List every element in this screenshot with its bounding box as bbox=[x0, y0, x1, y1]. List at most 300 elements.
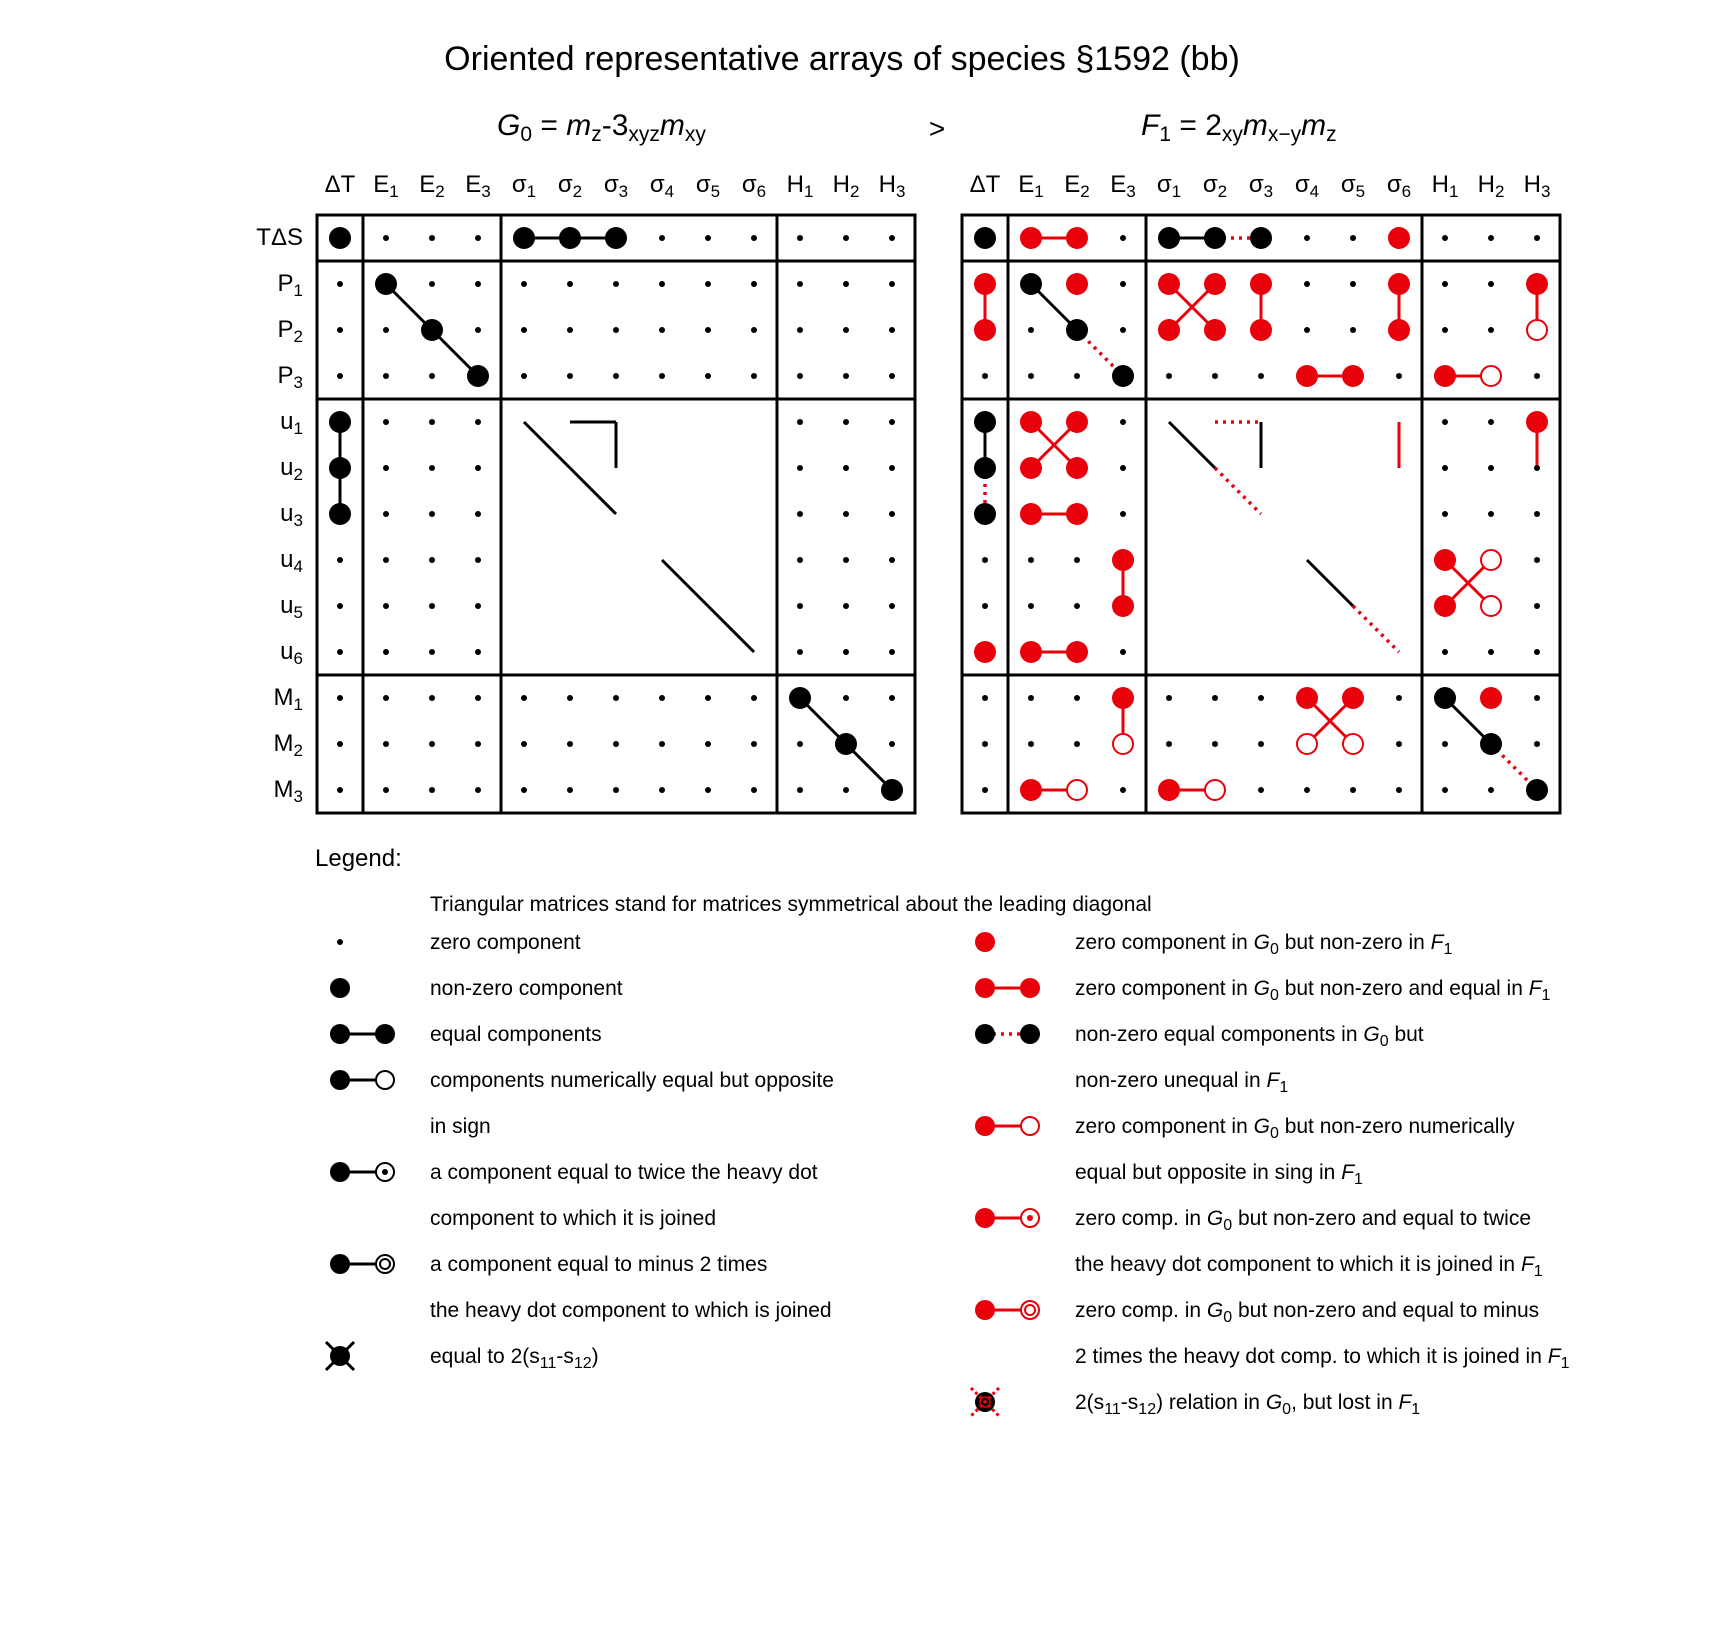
g0-heavy-dot-0-5 bbox=[559, 227, 581, 249]
f1-zero-dot-7-12 bbox=[1534, 557, 1540, 563]
g0-zero-dot-3-8 bbox=[705, 373, 711, 379]
f1-heavy-dot-0-1 bbox=[1020, 227, 1042, 249]
f1-zero-dot-5-11 bbox=[1488, 465, 1494, 471]
g0-zero-dot-5-2 bbox=[429, 465, 435, 471]
f1-zero-dot-10-5 bbox=[1212, 695, 1218, 701]
f1-heavy-dot-3-7 bbox=[1296, 365, 1318, 387]
f1-heavy-dot-10-11 bbox=[1480, 687, 1502, 709]
g0-col-label-12: H3 bbox=[878, 171, 906, 202]
f1-zero-dot-11-0 bbox=[982, 741, 988, 747]
f1-zero-dot-6-11 bbox=[1488, 511, 1494, 517]
f1-heavy-dot-1-4 bbox=[1158, 273, 1180, 295]
g0-zero-dot-2-10 bbox=[797, 327, 803, 333]
row-label-12: M3 bbox=[273, 776, 303, 807]
f1-zero-dot-2-7 bbox=[1304, 327, 1310, 333]
f1-open-dot-3-11 bbox=[1481, 366, 1501, 386]
f1-heavy-dot-11-11 bbox=[1480, 733, 1502, 755]
g0-heavy-dot-11-11 bbox=[835, 733, 857, 755]
f1-zero-dot-6-12 bbox=[1534, 511, 1540, 517]
g0-heavy-dot-1-1 bbox=[375, 273, 397, 295]
g0-col-label-0: ΔT bbox=[324, 171, 356, 198]
g0-zero-dot-1-4 bbox=[521, 281, 527, 287]
g0-col-label-4: σ1 bbox=[511, 171, 537, 202]
g0-zero-dot-3-5 bbox=[567, 373, 573, 379]
g0-zero-dot-5-11 bbox=[843, 465, 849, 471]
g0-zero-dot-1-2 bbox=[429, 281, 435, 287]
left-legend-text-4-1: component to which it is joined bbox=[430, 1207, 716, 1230]
g0-zero-dot-3-2 bbox=[429, 373, 435, 379]
g0-zero-dot-12-2 bbox=[429, 787, 435, 793]
f1-zero-dot-12-7 bbox=[1304, 787, 1310, 793]
row-label-7: u4 bbox=[280, 546, 303, 577]
g0-zero-dot-11-10 bbox=[797, 741, 803, 747]
g0-zero-dot-10-1 bbox=[383, 695, 389, 701]
f1-zero-dot-2-8 bbox=[1350, 327, 1356, 333]
f1-zero-dot-11-5 bbox=[1212, 741, 1218, 747]
right-legend-text-6-0: 2(s11-s12) relation in G0, but lost in F1 bbox=[1075, 1391, 1421, 1418]
f1-zero-dot-9-3 bbox=[1120, 649, 1126, 655]
f1-zero-dot-0-10 bbox=[1442, 235, 1448, 241]
right-legend-text-3-0: zero component in G0 but non-zero numerically bbox=[1075, 1115, 1515, 1142]
g0-zero-dot-11-0 bbox=[337, 741, 343, 747]
f1-dotted-link-26 bbox=[1353, 606, 1399, 652]
g0-zero-dot-10-8 bbox=[705, 695, 711, 701]
g0-zero-dot-2-11 bbox=[843, 327, 849, 333]
f1-zero-dot-3-12 bbox=[1534, 373, 1540, 379]
row-label-3: P3 bbox=[277, 362, 303, 393]
g0-zero-dot-1-6 bbox=[613, 281, 619, 287]
g0-zero-dot-0-10 bbox=[797, 235, 803, 241]
f1-zero-dot-3-0 bbox=[982, 373, 988, 379]
left-legend-symbol-equal-pair bbox=[330, 1024, 395, 1044]
g0-zero-dot-1-7 bbox=[659, 281, 665, 287]
g0-zero-dot-9-3 bbox=[475, 649, 481, 655]
g0-heavy-dot-10-10 bbox=[789, 687, 811, 709]
f1-zero-dot-3-9 bbox=[1396, 373, 1402, 379]
g0-zero-dot-1-12 bbox=[889, 281, 895, 287]
comparison-sign: > bbox=[928, 113, 946, 144]
g0-zero-dot-12-0 bbox=[337, 787, 343, 793]
f1-heavy-dot-2-5 bbox=[1204, 319, 1226, 341]
g0-zero-dot-10-3 bbox=[475, 695, 481, 701]
g0-zero-dot-10-9 bbox=[751, 695, 757, 701]
f1-heavy-dot-0-2 bbox=[1066, 227, 1088, 249]
f1-col-label-6: σ3 bbox=[1248, 171, 1274, 202]
g0-zero-dot-2-4 bbox=[521, 327, 527, 333]
f1-zero-dot-2-11 bbox=[1488, 327, 1494, 333]
left-legend-text-2-0: equal components bbox=[430, 1023, 602, 1046]
f1-zero-dot-10-4 bbox=[1166, 695, 1172, 701]
g0-zero-dot-6-2 bbox=[429, 511, 435, 517]
g0-zero-dot-12-5 bbox=[567, 787, 573, 793]
f1-heavy-dot-1-0 bbox=[974, 273, 996, 295]
g0-zero-dot-8-1 bbox=[383, 603, 389, 609]
g0-zero-dot-4-12 bbox=[889, 419, 895, 425]
f1-zero-dot-10-9 bbox=[1396, 695, 1402, 701]
f1-zero-dot-9-11 bbox=[1488, 649, 1494, 655]
g0-zero-dot-10-4 bbox=[521, 695, 527, 701]
g0-heavy-dot-0-4 bbox=[513, 227, 535, 249]
g0-zero-dot-3-0 bbox=[337, 373, 343, 379]
row-label-0: TΔS bbox=[256, 224, 303, 251]
g0-zero-dot-9-2 bbox=[429, 649, 435, 655]
f1-heavy-dot-6-0 bbox=[974, 503, 996, 525]
g0-col-label-11: H2 bbox=[832, 171, 860, 202]
f1-zero-dot-11-9 bbox=[1396, 741, 1402, 747]
f1-col-label-0: ΔT bbox=[969, 171, 1001, 198]
f1-zero-dot-2-1 bbox=[1028, 327, 1034, 333]
g0-zero-dot-9-12 bbox=[889, 649, 895, 655]
g0-zero-dot-11-3 bbox=[475, 741, 481, 747]
g0-link-11 bbox=[708, 606, 754, 652]
f1-zero-dot-1-10 bbox=[1442, 281, 1448, 287]
f1-link-20 bbox=[1169, 422, 1215, 468]
g0-col-label-1: E1 bbox=[373, 171, 399, 202]
g0-zero-dot-11-4 bbox=[521, 741, 527, 747]
g0-heavy-dot-2-2 bbox=[421, 319, 443, 341]
g0-zero-dot-7-3 bbox=[475, 557, 481, 563]
f1-col-label-4: σ1 bbox=[1156, 171, 1182, 202]
f1-zero-dot-3-5 bbox=[1212, 373, 1218, 379]
g0-link-7 bbox=[570, 468, 616, 514]
g0-zero-dot-3-11 bbox=[843, 373, 849, 379]
row-label-5: u2 bbox=[280, 454, 303, 485]
f1-open-dot-11-3 bbox=[1113, 734, 1133, 754]
row-label-8: u5 bbox=[280, 592, 303, 623]
g0-zero-dot-1-5 bbox=[567, 281, 573, 287]
g0-zero-dot-1-8 bbox=[705, 281, 711, 287]
g0-zero-dot-8-10 bbox=[797, 603, 803, 609]
g0-zero-dot-3-12 bbox=[889, 373, 895, 379]
f1-zero-dot-12-0 bbox=[982, 787, 988, 793]
g0-zero-dot-7-11 bbox=[843, 557, 849, 563]
left-legend-text-1-0: non-zero component bbox=[430, 977, 623, 1000]
f1-zero-dot-5-10 bbox=[1442, 465, 1448, 471]
f1-zero-dot-12-6 bbox=[1258, 787, 1264, 793]
f1-zero-dot-11-10 bbox=[1442, 741, 1448, 747]
f1-heavy-dot-8-3 bbox=[1112, 595, 1134, 617]
f1-heavy-dot-9-0 bbox=[974, 641, 996, 663]
g0-zero-dot-2-5 bbox=[567, 327, 573, 333]
f1-heavy-dot-0-5 bbox=[1204, 227, 1226, 249]
g0-zero-dot-6-10 bbox=[797, 511, 803, 517]
f1-heavy-dot-7-10 bbox=[1434, 549, 1456, 571]
f1-col-label-8: σ5 bbox=[1340, 171, 1366, 202]
f1-zero-dot-1-3 bbox=[1120, 281, 1126, 287]
right-legend-symbol-dotted-pair bbox=[975, 1024, 1040, 1044]
g0-zero-dot-3-10 bbox=[797, 373, 803, 379]
g0-col-label-3: E3 bbox=[465, 171, 491, 202]
f1-heavy-dot-3-8 bbox=[1342, 365, 1364, 387]
g0-zero-dot-12-6 bbox=[613, 787, 619, 793]
f1-heavy-dot-10-7 bbox=[1296, 687, 1318, 709]
f1-heavy-dot-4-2 bbox=[1066, 411, 1088, 433]
f1-open-dot-8-11 bbox=[1481, 596, 1501, 616]
f1-heavy-dot-12-4 bbox=[1158, 779, 1180, 801]
f1-zero-dot-7-1 bbox=[1028, 557, 1034, 563]
right-legend-symbol-red-opposite-pair bbox=[975, 1116, 1039, 1136]
g0-zero-dot-10-7 bbox=[659, 695, 665, 701]
f1-col-label-9: σ6 bbox=[1386, 171, 1412, 202]
g0-zero-dot-4-11 bbox=[843, 419, 849, 425]
f1-open-dot-12-2 bbox=[1067, 780, 1087, 800]
g0-zero-dot-11-9 bbox=[751, 741, 757, 747]
g0-zero-dot-5-3 bbox=[475, 465, 481, 471]
f1-formula: F1 = 2xymx−ymz bbox=[1141, 109, 1337, 147]
f1-col-label-7: σ4 bbox=[1294, 171, 1320, 202]
f1-zero-dot-5-12 bbox=[1534, 465, 1540, 471]
g0-zero-dot-7-12 bbox=[889, 557, 895, 563]
right-legend-symbol-red-dot bbox=[975, 932, 995, 952]
left-legend-text-6-0: equal to 2(s11-s12) bbox=[430, 1345, 599, 1372]
right-legend-symbol-red-twice-pair bbox=[975, 1208, 1039, 1228]
f1-zero-dot-3-1 bbox=[1028, 373, 1034, 379]
f1-open-dot-12-5 bbox=[1205, 780, 1225, 800]
g0-zero-dot-12-10 bbox=[797, 787, 803, 793]
g0-matrix bbox=[256, 171, 915, 813]
f1-heavy-dot-7-3 bbox=[1112, 549, 1134, 571]
g0-zero-dot-1-3 bbox=[475, 281, 481, 287]
g0-col-label-7: σ4 bbox=[649, 171, 675, 202]
g0-zero-dot-7-2 bbox=[429, 557, 435, 563]
f1-col-label-5: σ2 bbox=[1202, 171, 1228, 202]
row-label-10: M1 bbox=[273, 684, 303, 715]
left-legend-symbol-small-dot bbox=[337, 939, 343, 945]
right-legend-text-4-0: zero comp. in G0 but non-zero and equal to twice bbox=[1075, 1207, 1532, 1234]
f1-zero-dot-0-7 bbox=[1304, 235, 1310, 241]
left-legend-symbol-minus-two-pair bbox=[330, 1254, 394, 1274]
right-legend-text-4-1: the heavy dot component to which it is joined in F1 bbox=[1075, 1253, 1543, 1280]
f1-zero-dot-11-4 bbox=[1166, 741, 1172, 747]
g0-zero-dot-12-9 bbox=[751, 787, 757, 793]
f1-col-label-2: E2 bbox=[1064, 171, 1090, 202]
g0-zero-dot-3-4 bbox=[521, 373, 527, 379]
g0-zero-dot-8-2 bbox=[429, 603, 435, 609]
f1-zero-dot-8-2 bbox=[1074, 603, 1080, 609]
legend-heading: Legend: bbox=[315, 845, 402, 872]
f1-zero-dot-7-0 bbox=[982, 557, 988, 563]
g0-heavy-dot-6-0 bbox=[329, 503, 351, 525]
left-legend-symbol-crossed-dot bbox=[326, 1342, 354, 1370]
g0-col-label-8: σ5 bbox=[695, 171, 721, 202]
legend bbox=[315, 845, 1570, 1418]
f1-zero-dot-3-6 bbox=[1258, 373, 1264, 379]
g0-link-10 bbox=[662, 560, 708, 606]
g0-zero-dot-12-1 bbox=[383, 787, 389, 793]
f1-zero-dot-8-1 bbox=[1028, 603, 1034, 609]
right-legend-symbol-red-minus-two-pair bbox=[975, 1300, 1039, 1320]
g0-zero-dot-2-12 bbox=[889, 327, 895, 333]
f1-heavy-dot-1-12 bbox=[1526, 273, 1548, 295]
f1-zero-dot-11-2 bbox=[1074, 741, 1080, 747]
g0-zero-dot-9-1 bbox=[383, 649, 389, 655]
g0-zero-dot-10-2 bbox=[429, 695, 435, 701]
f1-zero-dot-4-11 bbox=[1488, 419, 1494, 425]
right-legend-text-1-0: zero component in G0 but non-zero and equal in F1 bbox=[1075, 977, 1551, 1004]
row-label-4: u1 bbox=[280, 408, 303, 439]
left-legend-text-5-1: the heavy dot component to which is joined bbox=[430, 1299, 832, 1322]
left-legend-text-4-0: a component equal to twice the heavy dot bbox=[430, 1161, 818, 1184]
g0-zero-dot-8-12 bbox=[889, 603, 895, 609]
f1-zero-dot-9-12 bbox=[1534, 649, 1540, 655]
g0-zero-dot-12-4 bbox=[521, 787, 527, 793]
f1-zero-dot-10-6 bbox=[1258, 695, 1264, 701]
f1-zero-dot-9-10 bbox=[1442, 649, 1448, 655]
g0-zero-dot-2-9 bbox=[751, 327, 757, 333]
row-label-1: P1 bbox=[277, 270, 303, 301]
f1-dotted-link-21 bbox=[1215, 468, 1261, 514]
g0-zero-dot-11-2 bbox=[429, 741, 435, 747]
f1-heavy-dot-4-12 bbox=[1526, 411, 1548, 433]
g0-zero-dot-3-1 bbox=[383, 373, 389, 379]
g0-zero-dot-6-12 bbox=[889, 511, 895, 517]
f1-zero-dot-12-10 bbox=[1442, 787, 1448, 793]
row-label-2: P2 bbox=[277, 316, 303, 347]
g0-zero-dot-4-2 bbox=[429, 419, 435, 425]
g0-zero-dot-1-9 bbox=[751, 281, 757, 287]
g0-zero-dot-3-7 bbox=[659, 373, 665, 379]
f1-heavy-dot-5-1 bbox=[1020, 457, 1042, 479]
g0-zero-dot-6-1 bbox=[383, 511, 389, 517]
f1-col-label-10: H1 bbox=[1431, 171, 1459, 202]
g0-zero-dot-2-8 bbox=[705, 327, 711, 333]
f1-heavy-dot-5-2 bbox=[1066, 457, 1088, 479]
f1-open-dot-11-7 bbox=[1297, 734, 1317, 754]
g0-zero-dot-12-11 bbox=[843, 787, 849, 793]
g0-zero-dot-0-8 bbox=[705, 235, 711, 241]
f1-zero-dot-10-0 bbox=[982, 695, 988, 701]
f1-heavy-dot-0-4 bbox=[1158, 227, 1180, 249]
g0-zero-dot-12-8 bbox=[705, 787, 711, 793]
f1-col-label-11: H2 bbox=[1477, 171, 1505, 202]
f1-zero-dot-12-9 bbox=[1396, 787, 1402, 793]
f1-heavy-dot-6-2 bbox=[1066, 503, 1088, 525]
f1-heavy-dot-0-9 bbox=[1388, 227, 1410, 249]
g0-heavy-dot-5-0 bbox=[329, 457, 351, 479]
left-legend-symbol-heavy-dot bbox=[330, 978, 350, 998]
g0-formula: G0 = mz-3xyzmxy bbox=[497, 109, 706, 147]
f1-zero-dot-11-12 bbox=[1534, 741, 1540, 747]
f1-zero-dot-11-6 bbox=[1258, 741, 1264, 747]
f1-heavy-dot-0-6 bbox=[1250, 227, 1272, 249]
g0-link-6 bbox=[524, 422, 570, 468]
f1-zero-dot-8-12 bbox=[1534, 603, 1540, 609]
left-legend-text-0-0: zero component bbox=[430, 931, 581, 954]
f1-link-25 bbox=[1307, 560, 1353, 606]
f1-zero-dot-4-3 bbox=[1120, 419, 1126, 425]
g0-zero-dot-11-7 bbox=[659, 741, 665, 747]
f1-heavy-dot-2-9 bbox=[1388, 319, 1410, 341]
f1-heavy-dot-1-6 bbox=[1250, 273, 1272, 295]
row-label-11: M2 bbox=[273, 730, 303, 761]
left-legend-symbol-twice-pair bbox=[330, 1162, 394, 1182]
g0-zero-dot-10-6 bbox=[613, 695, 619, 701]
g0-col-label-5: σ2 bbox=[557, 171, 583, 202]
f1-col-label-12: H3 bbox=[1523, 171, 1551, 202]
f1-zero-dot-8-0 bbox=[982, 603, 988, 609]
f1-heavy-dot-5-0 bbox=[974, 457, 996, 479]
f1-heavy-dot-1-9 bbox=[1388, 273, 1410, 295]
g0-zero-dot-11-12 bbox=[889, 741, 895, 747]
g0-zero-dot-8-3 bbox=[475, 603, 481, 609]
g0-zero-dot-12-7 bbox=[659, 787, 665, 793]
left-legend-text-3-1: in sign bbox=[430, 1115, 491, 1138]
f1-zero-dot-0-11 bbox=[1488, 235, 1494, 241]
f1-heavy-dot-4-0 bbox=[974, 411, 996, 433]
g0-zero-dot-3-6 bbox=[613, 373, 619, 379]
g0-zero-dot-2-1 bbox=[383, 327, 389, 333]
g0-col-label-2: E2 bbox=[419, 171, 445, 202]
g0-zero-dot-4-3 bbox=[475, 419, 481, 425]
g0-zero-dot-9-0 bbox=[337, 649, 343, 655]
f1-zero-dot-1-8 bbox=[1350, 281, 1356, 287]
f1-zero-dot-6-10 bbox=[1442, 511, 1448, 517]
g0-zero-dot-7-0 bbox=[337, 557, 343, 563]
g0-zero-dot-10-12 bbox=[889, 695, 895, 701]
f1-heavy-dot-2-4 bbox=[1158, 319, 1180, 341]
g0-heavy-dot-0-0 bbox=[329, 227, 351, 249]
f1-zero-dot-10-1 bbox=[1028, 695, 1034, 701]
g0-heavy-dot-3-3 bbox=[467, 365, 489, 387]
g0-zero-dot-0-12 bbox=[889, 235, 895, 241]
f1-zero-dot-6-3 bbox=[1120, 511, 1126, 517]
g0-zero-dot-8-0 bbox=[337, 603, 343, 609]
f1-zero-dot-12-3 bbox=[1120, 787, 1126, 793]
g0-zero-dot-4-10 bbox=[797, 419, 803, 425]
g0-zero-dot-12-3 bbox=[475, 787, 481, 793]
g0-zero-dot-0-2 bbox=[429, 235, 435, 241]
g0-zero-dot-2-3 bbox=[475, 327, 481, 333]
g0-zero-dot-11-8 bbox=[705, 741, 711, 747]
f1-heavy-dot-2-2 bbox=[1066, 319, 1088, 341]
g0-zero-dot-6-3 bbox=[475, 511, 481, 517]
g0-zero-dot-1-10 bbox=[797, 281, 803, 287]
right-legend-symbol-red-equal-pair bbox=[975, 978, 1040, 998]
f1-heavy-dot-2-0 bbox=[974, 319, 996, 341]
row-label-6: u3 bbox=[280, 500, 303, 531]
f1-zero-dot-4-10 bbox=[1442, 419, 1448, 425]
g0-heavy-dot-0-6 bbox=[605, 227, 627, 249]
f1-zero-dot-7-2 bbox=[1074, 557, 1080, 563]
f1-zero-dot-12-8 bbox=[1350, 787, 1356, 793]
right-legend-text-0-0: zero component in G0 but non-zero in F1 bbox=[1075, 931, 1453, 958]
f1-open-dot-2-12 bbox=[1527, 320, 1547, 340]
f1-matrix bbox=[962, 171, 1560, 813]
f1-col-label-1: E1 bbox=[1018, 171, 1044, 202]
f1-open-dot-7-11 bbox=[1481, 550, 1501, 570]
g0-zero-dot-9-10 bbox=[797, 649, 803, 655]
f1-heavy-dot-10-3 bbox=[1112, 687, 1134, 709]
f1-col-label-3: E3 bbox=[1110, 171, 1136, 202]
left-legend-text-5-0: a component equal to minus 2 times bbox=[430, 1253, 768, 1276]
f1-heavy-dot-10-8 bbox=[1342, 687, 1364, 709]
row-label-9: u6 bbox=[280, 638, 303, 669]
f1-zero-dot-1-11 bbox=[1488, 281, 1494, 287]
f1-heavy-dot-9-1 bbox=[1020, 641, 1042, 663]
g0-zero-dot-9-11 bbox=[843, 649, 849, 655]
f1-zero-dot-2-10 bbox=[1442, 327, 1448, 333]
f1-open-dot-11-8 bbox=[1343, 734, 1363, 754]
f1-heavy-dot-1-1 bbox=[1020, 273, 1042, 295]
g0-zero-dot-11-5 bbox=[567, 741, 573, 747]
g0-zero-dot-4-1 bbox=[383, 419, 389, 425]
f1-zero-dot-2-3 bbox=[1120, 327, 1126, 333]
f1-zero-dot-5-3 bbox=[1120, 465, 1126, 471]
g0-heavy-dot-4-0 bbox=[329, 411, 351, 433]
g0-zero-dot-11-6 bbox=[613, 741, 619, 747]
f1-zero-dot-3-2 bbox=[1074, 373, 1080, 379]
left-legend-text-3-0: components numerically equal but opposite bbox=[430, 1069, 834, 1092]
